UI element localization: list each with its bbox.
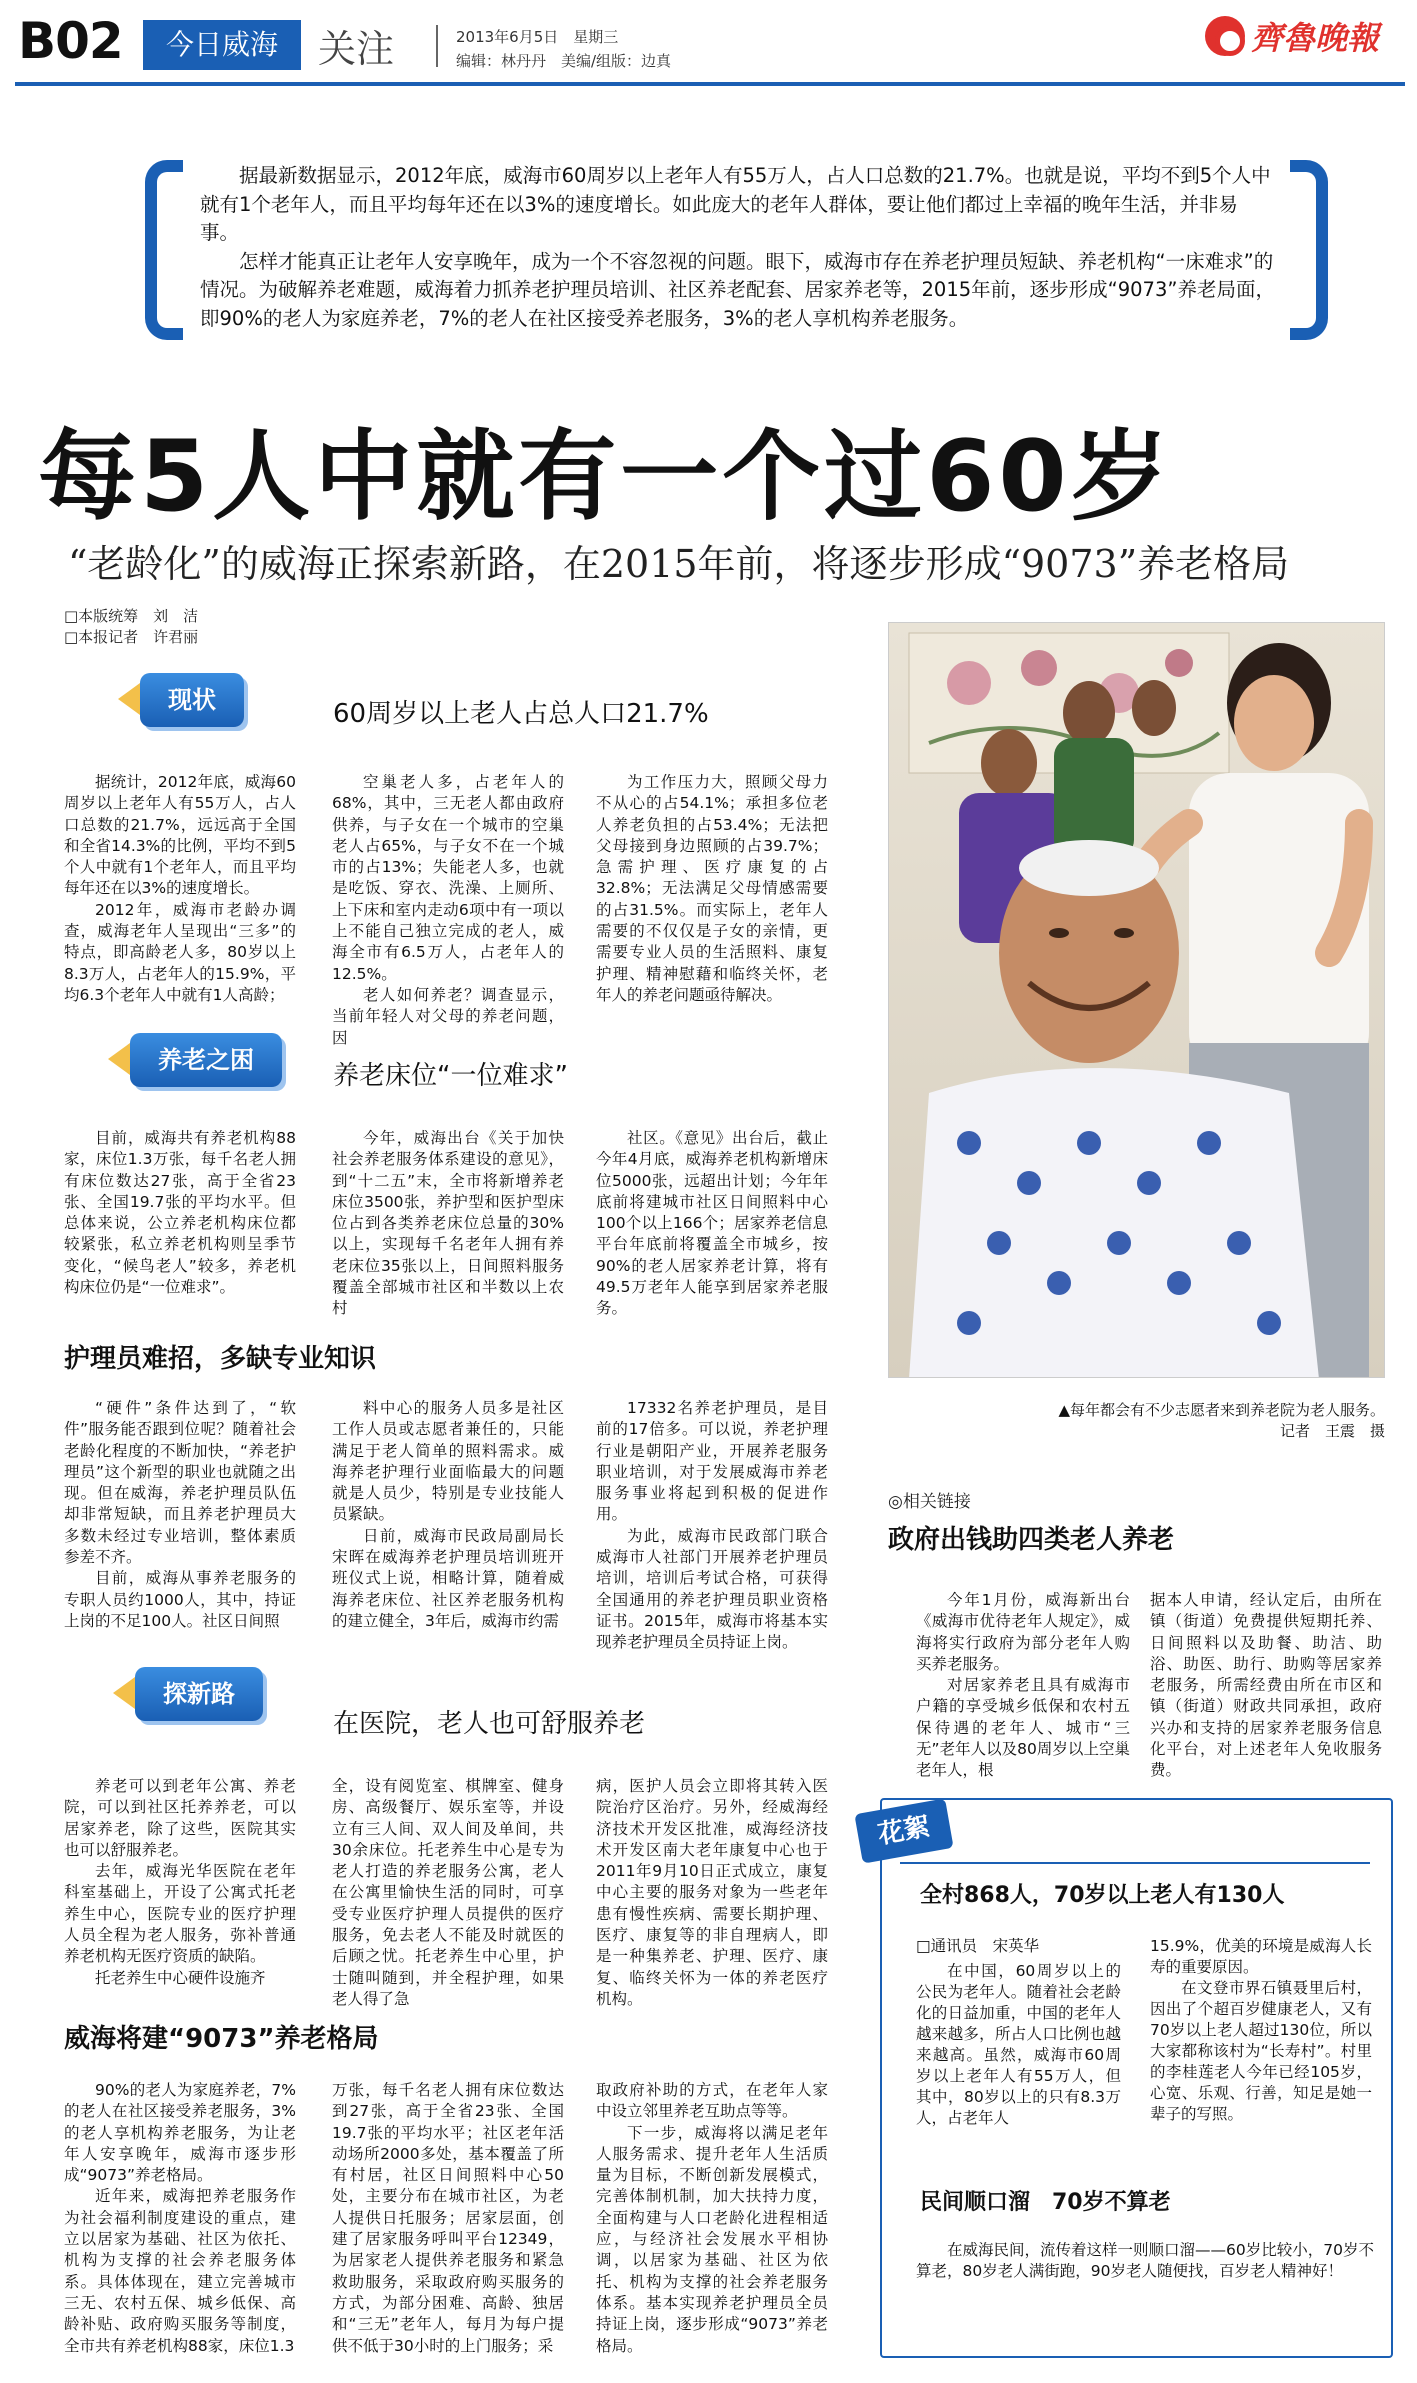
page-number: B02	[18, 12, 123, 70]
article-paragraph: 17332名养老护理员，是目前的17倍多。可以说，养老护理行业是朝阳产业，开展养老服务职业培训，对于发展威海市养老服务事业将起到积极的促进作用。	[596, 1399, 828, 1524]
article-column	[64, 772, 296, 1006]
article-column	[332, 1398, 564, 1632]
article-column	[64, 1776, 296, 1989]
article-paragraph: 下一步，威海将以满足老年人服务需求、提升老年人生活质量为目标，不断创新发展模式，完善体制机制，加大扶持力度，全面构建与人口老龄化进程相适应，与经济社会发展水平相协调，以居家为基础、社区为依托、机构为支撑的社会养老服务体系。基本实现养老护理员全员持证上岗，逐步形成“9073”养老格局。	[596, 2123, 828, 2355]
related-column	[916, 1590, 1130, 1782]
article-column	[596, 1128, 828, 1320]
article-column	[332, 1776, 564, 2010]
section-badge-difficulty: 养老之困	[130, 1033, 282, 1087]
box-title: 全村868人，70岁以上老人有130人	[920, 1883, 1285, 1908]
header-divider	[436, 25, 438, 67]
right-bracket-ornament	[1290, 160, 1328, 340]
article-column	[596, 2080, 828, 2357]
article-column	[64, 2080, 296, 2357]
article-paragraph: 料中心的服务人员多是社区工作人员或志愿者兼任的，只能满足于老人简单的照料需求。威海养老护理行业面临最大的问题就是人员少，特别是专业技能人员紧缺。	[332, 1399, 564, 1524]
box-title: 民间顺口溜 70岁不算老	[920, 2190, 1171, 2215]
article-column	[64, 1128, 296, 1298]
page-header	[0, 0, 1417, 80]
box-column	[916, 1936, 1121, 2129]
intro-paragraph: 据最新数据显示，2012年底，威海市60周岁以上老年人有55万人，占人口总数的21.7%。也就是说，平均不到5个人中就有1个老年人，而且平均每年还在以3%的速度增长。如此庞大的老年人群体，要让他们都过上幸福的晚年生活，并非易事。	[200, 164, 1271, 244]
article-paragraph: 空巢老人多，占老年人的68%，其中，三无老人都由政府供养，与子女在一个城市的空巢老人占65%，与子女不在一个城市的占13%；失能老人多，也就是吃饭、穿衣、洗澡、上厕所、上下床和室内走动6项中有一项以上不能自己独立完成的老人，威海全市有6.5万人，占老年人的12.5%。	[332, 773, 564, 983]
news-photo	[888, 622, 1385, 1378]
column-tag: 关注	[318, 27, 395, 71]
editor-credits: 编辑：林丹丹 美编/组版：边真	[456, 52, 672, 70]
article-column	[332, 772, 564, 1049]
article-paragraph: 目前，威海共有养老机构88家，床位1.3万张，每千名老人拥有床位数达27张，高于全省23张、全国19.7张的平均水平。但总体来说，公立养老机构床位都较紧张，私立养老机构则呈季节变化，“候鸟老人”较多，养老机构床位仍是“一位难求”。	[64, 1129, 296, 1297]
sub-headline: “老龄化”的威海正探索新路，在2015年前，将逐步形成“9073”养老格局	[68, 542, 1290, 586]
section-title: 60周岁以上老人占总人口21.7%	[333, 699, 709, 729]
article-paragraph: 取政府补助的方式，在老年人家中设立邻里养老互助点等等。	[596, 2081, 828, 2121]
logo-mark-icon	[1205, 16, 1245, 56]
section-badge-new-path: 探新路	[135, 1667, 263, 1721]
issue-date: 2013年6月5日 星期三	[456, 28, 619, 46]
article-paragraph: 社区。《意见》出台后，截止今年4月底，威海养老机构新增床位5000张，远超出计划；今年年底前将建城市社区日间照料中心100个以上166个；居家养老信息平台年底前将覆盖全市城乡，按90%的老人居家养老计算，将有49.5万老年人能享到居家养老服务。	[596, 1129, 828, 1318]
article-column	[332, 1128, 564, 1320]
header-rule	[15, 82, 1405, 86]
newspaper-logo	[1205, 10, 1400, 62]
article-paragraph: 为工作压力大，照顾父母力不从心的占54.1%；承担多位老人养老负担的占53.4%；无法把父母接到身边照顾的占39.7%；急需护理、医疗康复的占32.8%；无法满足父母情感需要的占31.5%。而实际上，老年人需要的不仅仅是子女的亲情，更需要专业人员的生活照料、康复护理、精神慰藉和临终关怀，老年人的养老问题亟待解决。	[596, 773, 828, 1004]
article-paragraph: 近年来，威海把养老服务作为社会福利制度建设的重点，建立以居家为基础、社区为依托、机构为支撑的社会养老服务体系。具体体现在，建立完善城市三无、农村五保、城乡低保、高龄补贴、政府购买服务等制度，全市共有养老机构88家，床位1.3	[64, 2187, 296, 2355]
intro-lead	[200, 162, 1275, 333]
article-paragraph: 据统计，2012年底，威海60周岁以上老年人有55万人，占人口总数的21.7%，远远高于全国和全省14.3%的比例，平均不到5个人中就有1个老年人，而且平均每年还在以3%的速度增长。	[64, 773, 296, 898]
section-title: 护理员难招，多缺专业知识	[64, 1344, 377, 1374]
article-paragraph: 养老可以到老年公寓、养老院，可以到社区托养养老，可以居家养老，除了这些，医院其实也可以舒服养老。	[64, 1777, 296, 1859]
article-column	[596, 1398, 828, 1654]
section-badge-status: 现状	[140, 673, 244, 727]
related-paragraph: 今年1月份，威海新出台《威海市优待老年人规定》，威海将实行政府为部分老年人购买养老服务。	[916, 1591, 1130, 1673]
article-column	[332, 2080, 564, 2357]
article-credits	[64, 606, 198, 648]
sidebar-badge: 花絮	[854, 1798, 953, 1863]
related-paragraph: 据本人申请，经认定后，由所在镇（街道）免费提供短期托养、日间照料以及助餐、助洁、助浴、助医、助行、助购等居家养老服务，所需经费由所在市区和镇（街道）财政共同承担，政府兴办和支持的居家养老服务信息化平台，对上述老年人免收服务费。	[1150, 1591, 1382, 1780]
related-column	[1150, 1590, 1382, 1782]
intro-paragraph: 怎样才能真正让老年人安享晚年，成为一个不容忽视的问题。眼下，威海市存在养老护理员短缺、养老机构“一床难求”的情况。为破解养老难题，威海着力抓养老护理员培训、社区养老配套、居家养老等，2015年前，逐步形成“9073”养老局面，即90%的老人为家庭养老，7%的老人在社区接受养老服务，3%的老人享机构养老服务。	[200, 249, 1275, 330]
box-column	[916, 2240, 1374, 2282]
article-paragraph: 去年，威海光华医院在老年科室基础上，开设了公寓式托老养生中心，医院专业的医疗护理人员全程为老人服务，弥补普通养老机构无医疗资质的缺陷。	[64, 1862, 296, 1966]
article-paragraph: 目前，威海从事养老服务的专职人员约1000人，其中，持证上岗的不足100人。社区日间照	[64, 1569, 296, 1630]
box-paragraph: 在文登市界石镇聂里后村，因出了个超百岁健康老人，又有70岁以上老人超过130位，所以大家都称该村为“长寿村”。村里的李桂莲老人今年已经105岁，心宽、乐观、行善，知足是她一辈子的写照。	[1150, 1979, 1372, 2123]
main-headline: 每5人中就有一个过60岁	[38, 420, 1173, 534]
box-paragraph: 15.9%，优美的环境是威海人长寿的重要原因。	[1150, 1937, 1372, 1976]
section-title: 威海将建“9073”养老格局	[64, 2024, 379, 2054]
photo-caption	[1010, 1400, 1385, 1442]
photo-illustration	[889, 623, 1385, 1378]
box-column	[1150, 1936, 1372, 2125]
logo-text: 齊魯晚報	[1251, 19, 1380, 57]
section-tag: 今日威海	[143, 20, 301, 70]
article-paragraph: 90%的老人为家庭养老，7%的老人在社区接受养老服务，3%的老人享机构养老服务，为让老年人安享晚年，威海市逐步形成“9073”养老格局。	[64, 2081, 296, 2185]
article-paragraph: “硬件”条件达到了，“软件”服务能否跟到位呢？随着社会老龄化程度的不断加快，“养老护理员”这个新型的职业也就随之出现。但在威海，养老护理员队伍却非常短缺，而且养老护理员大多数未经过专业培训，整体素质参差不齐。	[64, 1399, 296, 1567]
article-paragraph: 老人如何养老？调查显示，当前年轻人对父母的养老问题，因	[332, 985, 564, 1047]
article-paragraph: 今年，威海出台《关于加快社会养老服务体系建设的意见》，到“十二五”末，全市将新增养老床位3500张，养护型和医护型床位占到各类养老床位总量的30%以上，实现每千名老年人拥有养老床位35张以上，日间照料服务覆盖全部城市社区和半数以上农村	[332, 1129, 564, 1318]
article-column	[596, 1776, 828, 2010]
photo-credit: 记者 王震 摄	[1279, 1422, 1385, 1440]
box-paragraph: 在威海民间，流传着这样一则顺口溜——60岁比较小，70岁不算老，80岁老人满街跑，90岁老人随便找，百岁老人精神好！	[916, 2241, 1374, 2280]
article-paragraph: 病，医护人员会立即将其转入医院治疗区治疗。另外，经威海经济技术开发区批准，威海经济技术开发区南大老年康复中心也于2011年9月10日正式成立，康复中心主要的服务对象为一些老年患有慢性疾病、需要长期护理、医疗、康复等的非自理病人，即是一种集养老、护理、医疗、康复、临终关怀为一体的养老医疗机构。	[596, 1777, 828, 2008]
article-column	[596, 772, 828, 1006]
box-paragraph: 在中国，60周岁以上的公民为老年人。随着社会老龄化的日益加重，中国的老年人越来越多，所占人口比例也越来越高。虽然，威海市60周岁以上老年人有55万人，但其中，80岁以上的只有8.3万人，占老年人	[916, 1962, 1121, 2127]
credit-line: □本版统筹 刘 洁	[64, 607, 199, 625]
section-title: 养老床位“一位难求”	[333, 1061, 568, 1091]
article-paragraph: 日前，威海市民政局副局长宋晖在威海养老护理员培训班开班仪式上说，相略计算，随着威海养老床位、社区养老服务机构的建立健全，3年后，威海市约需	[332, 1526, 564, 1630]
box-rule	[900, 1862, 1370, 1864]
article-paragraph: 万张，每千名老人拥有床位数达到27张，高于全省23张、全国19.7张的平均水平；社区老年活动场所2000多处，基本覆盖了所有村居，社区日间照料中心50处，主要分布在城市社区，为老人提供日托服务；居家层面，创建了居家服务呼叫平台12349，为居家老人提供养老服务和紧急救助服务，采取政府购买服务的方式，为部分困难、高龄、独居和“三无”老年人，每月为每户提供不低于30小时的上门服务；采	[332, 2081, 564, 2355]
article-column	[64, 1398, 296, 1632]
photo-caption-text: ▲每年都会有不少志愿者来到养老院为老人服务。	[1058, 1401, 1385, 1419]
article-paragraph: 托老养生中心硬件设施齐	[95, 1968, 266, 1987]
related-paragraph: 对居家养老且具有威海市户籍的享受城乡低保和农村五保待遇的老年人、城市“三无”老年人以及80周岁以上空巢老年人，根	[916, 1676, 1130, 1780]
article-paragraph: 为此，威海市民政部门联合威海市人社部门开展养老护理员培训，培训后考试合格，可获得全国通用的养老护理员职业资格证书。2015年，威海市将基本实现养老护理员全员持证上岗。	[596, 1526, 828, 1652]
section-title: 在医院，老人也可舒服养老	[333, 1709, 646, 1739]
article-paragraph: 2012年，威海市老龄办调查，威海老年人呈现出“三多”的特点，即高龄老人多，80岁以上8.3万人，占老年人的15.9%，平均6.3个老年人中就有1人高龄；	[64, 900, 296, 1004]
related-title: 政府出钱助四类老人养老	[888, 1525, 1175, 1555]
credit-line: □本报记者 许君丽	[64, 628, 199, 646]
left-bracket-ornament	[145, 160, 183, 340]
article-paragraph: 全，设有阅览室、棋牌室、健身房、高级餐厅、娱乐室等，并设立有三人间、双人间及单间，共30余床位。托老养生中心是专为老人打造的养老服务公寓，老人在公寓里愉快生活的同时，可享受专业医疗护理人员提供的医疗服务，免去老人不能及时就医的后顾之忧。托老养生中心里，护士随叫随到，并全程护理，如果老人得了急	[332, 1777, 564, 2008]
related-link-label: ◎相关链接	[888, 1492, 971, 1512]
box-byline: □通讯员 宋英华	[916, 1937, 1040, 1955]
